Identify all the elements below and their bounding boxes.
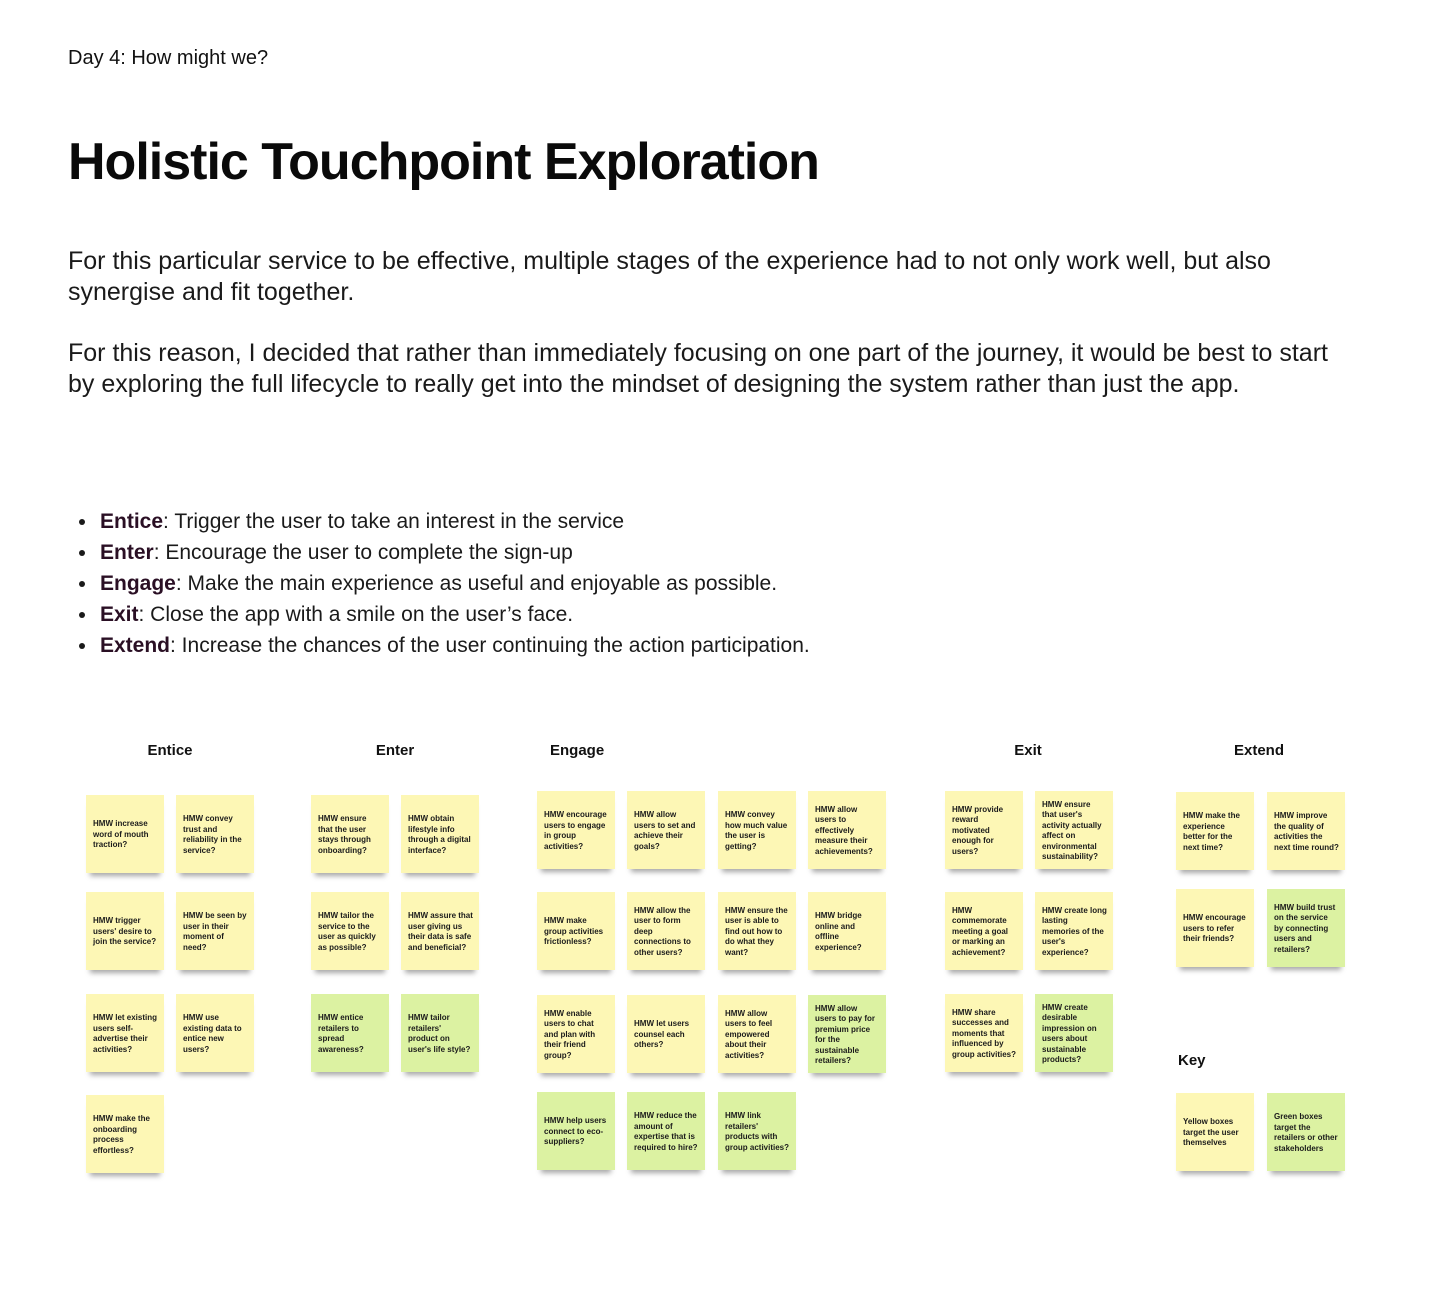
sticky-note: HMW provide reward motivated enough for users?	[945, 791, 1023, 869]
sticky-note: HMW ensure that the user stays through onboarding?	[311, 795, 389, 873]
stage-term: Extend	[100, 634, 171, 657]
key-note-yellow: Yellow boxes target the user themselves	[1176, 1093, 1254, 1171]
stage-description: : Encourage the user to complete the sign-up	[153, 541, 573, 564]
sticky-note: HMW build trust on the service by connecting users and retailers?	[1267, 889, 1345, 967]
sticky-note: HMW encourage users to engage in group activities?	[537, 791, 615, 869]
sticky-note: HMW allow users to feel empowered about their activities?	[718, 995, 796, 1073]
stages-list	[78, 506, 810, 661]
sticky-note: HMW tailor the service to the user as quickly as possible?	[311, 892, 389, 970]
sticky-note: HMW allow the user to form deep connections to other users?	[627, 892, 705, 970]
sticky-note: HMW convey how much value the user is getting?	[718, 791, 796, 869]
sticky-note: HMW allow users to set and achieve their goals?	[627, 791, 705, 869]
stage-item-extend	[98, 630, 810, 661]
column-heading-extend: Extend	[1233, 742, 1284, 759]
stage-term: Exit	[100, 603, 139, 626]
column-heading-enter: Enter	[375, 742, 415, 759]
column-heading-exit: Exit	[1014, 742, 1042, 759]
sticky-note: HMW increase word of mouth traction?	[86, 795, 164, 873]
sticky-note: HMW trigger users' desire to join the service?	[86, 892, 164, 970]
sticky-note: HMW use existing data to entice new users?	[176, 994, 254, 1072]
sticky-note: HMW assure that user giving us their data is safe and beneficial?	[401, 892, 479, 970]
sticky-note: HMW allow users to effectively measure their achievements?	[808, 791, 886, 869]
kicker: Day 4: How might we?	[68, 47, 269, 69]
sticky-note: HMW ensure that user's activity actually affect on environmental sustainability?	[1035, 791, 1113, 869]
stage-term: Entice	[100, 510, 164, 533]
page-title: Holistic Touchpoint Exploration	[68, 133, 819, 191]
sticky-note: HMW create long lasting memories of the user's experience?	[1035, 892, 1113, 970]
sticky-note: HMW commemorate meeting a goal or marking an achievement?	[945, 892, 1023, 970]
stage-item-engage	[98, 568, 810, 599]
key-heading: Key	[1178, 1052, 1206, 1069]
stage-description: : Trigger the user to take an interest in the service	[163, 510, 625, 533]
sticky-note: HMW let users counsel each others?	[627, 995, 705, 1073]
sticky-note: HMW help users connect to eco-suppliers?	[537, 1092, 615, 1170]
sticky-note: HMW make group activities frictionless?	[537, 892, 615, 970]
sticky-note: HMW be seen by user in their moment of need?	[176, 892, 254, 970]
stage-description: : Increase the chances of the user continuing the action participation.	[170, 634, 810, 657]
key-note-green: Green boxes target the retailers or other stakeholders	[1267, 1093, 1345, 1171]
sticky-note: HMW share successes and moments that influenced by group activities?	[945, 994, 1023, 1072]
sticky-note: HMW reduce the amount of expertise that is required to hire?	[627, 1092, 705, 1170]
stage-description: : Close the app with a smile on the user’s face.	[138, 603, 574, 626]
stage-item-exit	[98, 599, 810, 630]
stage-item-entice	[98, 506, 810, 537]
sticky-note: HMW let existing users self-advertise their activities?	[86, 994, 164, 1072]
stage-description: : Make the main experience as useful and enjoyable as possible.	[175, 572, 778, 595]
sticky-note: HMW bridge online and offline experience?	[808, 892, 886, 970]
stage-term: Enter	[100, 541, 154, 564]
intro-paragraph: For this particular service to be effective, multiple stages of the experience had to not only work well, but also synergise and fit together.	[68, 247, 1271, 306]
sticky-note: HMW make the onboarding process effortless?	[86, 1095, 164, 1173]
stage-term: Engage	[100, 572, 176, 595]
sticky-note: HMW encourage users to refer their friends?	[1176, 889, 1254, 967]
sticky-note: HMW ensure the user is able to find out how to do what they want?	[718, 892, 796, 970]
column-heading-engage: Engage	[550, 742, 605, 759]
sticky-note: HMW obtain lifestyle info through a digital interface?	[401, 795, 479, 873]
intro-paragraph: For this reason, I decided that rather than immediately focusing on one part of the journey, it would be best to start by exploring the full lifecycle to really get into the mindset of designing the system rather than just the app.	[68, 339, 1328, 398]
sticky-note: HMW enable users to chat and plan with their friend group?	[537, 995, 615, 1073]
sticky-note: HMW tailor retailers' product on user's life style?	[401, 994, 479, 1072]
column-heading-entice: Entice	[147, 742, 193, 759]
sticky-note: HMW make the experience better for the next time?	[1176, 792, 1254, 870]
sticky-note: HMW convey trust and reliability in the service?	[176, 795, 254, 873]
sticky-note: HMW entice retailers to spread awareness?	[311, 994, 389, 1072]
sticky-note: HMW create desirable impression on users about sustainable products?	[1035, 994, 1113, 1072]
sticky-note: HMW improve the quality of activities the next time round?	[1267, 792, 1345, 870]
sticky-note: HMW allow users to pay for premium price for the sustainable retailers?	[808, 995, 886, 1073]
stage-item-enter	[98, 537, 810, 568]
sticky-note: HMW link retailers' products with group activities?	[718, 1092, 796, 1170]
